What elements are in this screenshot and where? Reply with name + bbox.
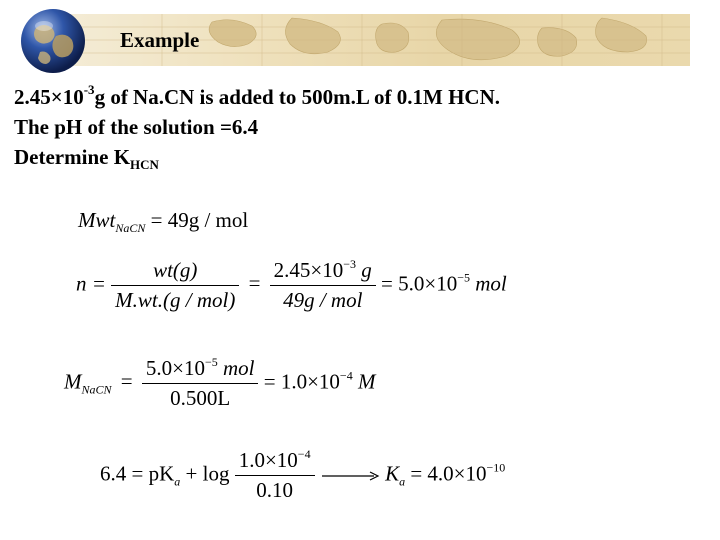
globe-icon bbox=[18, 6, 88, 76]
fraction-moles-over-volume: $\frac{5.0\times 10^{-5} mol}{0.500L}$ bbox=[142, 356, 259, 411]
equation-molarity: $M_{NaCN}$ = $\frac{5.0\times 10^{-5} mol}{0.500L}$ = $1.0\times 10^{-4}$ M bbox=[64, 355, 376, 410]
problem-line-3: Determine $K_{HCN}$ bbox=[14, 145, 159, 173]
equation-molar-mass: Mwt$_{NaCN}$ = 49g / mol bbox=[78, 208, 249, 235]
right-arrow-icon bbox=[320, 475, 380, 477]
fraction-values: $\frac{2.45\times 10^{-3} g}{\text{49g / mol}}$ bbox=[270, 258, 376, 313]
problem-line-1: $2.45\times 10^{-3}g$ of Na.CN is added to 500m.L of 0.1M HCN. bbox=[14, 82, 500, 109]
slide-title: Example bbox=[120, 28, 200, 52]
slide-header bbox=[0, 0, 720, 80]
fraction-mass-over-mwt: $\frac{wt(g)}{\text{M.wt.(g / mol)}}$ bbox=[111, 258, 239, 313]
equation-moles: n = $\frac{wt(g)}{\text{M.wt.(g / mol)}}$ = $\frac{2.45\times 10^{-3} g}{\text{49g / mol}}$ = $5.0\times 10^{-5}$ mol bbox=[76, 257, 507, 312]
equation-henderson: $6.4 = pK_a + \log$ $\frac{1.0\times 10^{-4}}{0.10}$ $K_a = 4.0\times 10^{-10}$ bbox=[100, 447, 506, 502]
problem-statement bbox=[14, 82, 500, 172]
fraction-log-ratio: $\frac{1.0\times 10^{-4}}{0.10}$ bbox=[235, 448, 315, 503]
problem-line-2: The pH of the solution =6.4 bbox=[14, 115, 259, 139]
